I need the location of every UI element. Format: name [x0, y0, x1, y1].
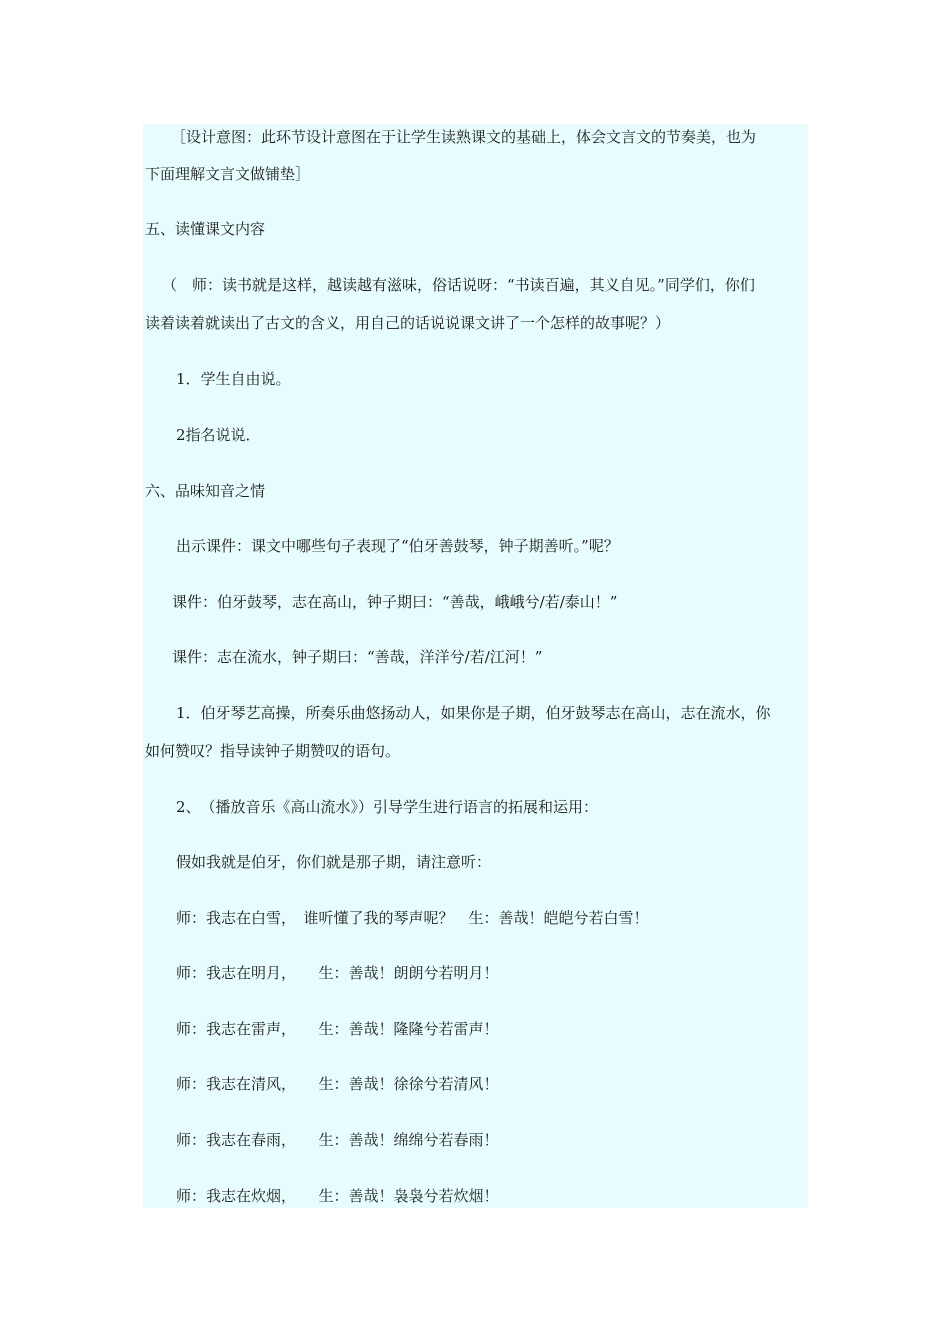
dialogue-smoke: 师：我志在炊烟， 生：善哉！袅袅兮若炊烟！	[176, 1187, 499, 1205]
dialogue-snow: 师：我志在白雪， 谁听懂了我的琴声呢？ 生：善哉！皑皑兮若白雪！	[176, 909, 649, 927]
courseware-line-2: 课件：志在流水，钟子期曰：“善哉，洋洋兮/若/江河！”	[172, 648, 543, 666]
activity-one-line-2: 如何赞叹？指导读钟子期赞叹的语句。	[145, 742, 401, 760]
dialogue-rain: 师：我志在春雨， 生：善哉！绵绵兮若春雨！	[176, 1131, 499, 1149]
role-play-intro: 假如我就是伯牙，你们就是那子期，请注意听：	[176, 853, 492, 871]
dialogue-moon: 师：我志在明月， 生：善哉！朗朗兮若明月！	[176, 964, 499, 982]
teacher-prompt-line-1: （ 师：读书就是这样，越读越有滋味，俗话说呀：“书读百遍，其义自见。”同学们，你们	[162, 276, 755, 294]
dialogue-thunder: 师：我志在雷声， 生：善哉！隆隆兮若雷声！	[176, 1020, 499, 1038]
courseware-line-1: 课件：伯牙鼓琴，志在高山，钟子期曰：“善哉，峨峨兮/若/泰山！”	[172, 593, 618, 611]
design-intent-line-2: 下面理解文言文做铺垫］	[145, 165, 311, 183]
dialogue-breeze: 师：我志在清风， 生：善哉！徐徐兮若清风！	[176, 1075, 499, 1093]
step-two: 2指名说说．	[176, 426, 261, 444]
activity-two: 2、 （播放音乐《高山流水》）引导学生进行语言的拓展和运用：	[176, 798, 599, 816]
design-intent-line-1: ［设计意图：此环节设计意图在于让学生读熟课文的基础上，体会文言文的节奏美，也为	[171, 128, 757, 146]
teacher-prompt-line-2: 读着读着就读出了古文的含义，用自己的话说说课文讲了一个怎样的故事呢？）	[145, 314, 671, 332]
section-heading-five: 五、读懂课文内容	[145, 220, 266, 238]
courseware-question: 出示课件：课文中哪些句子表现了“伯牙善鼓琴，钟子期善听。”呢？	[176, 537, 619, 555]
section-heading-six: 六、品味知音之情	[145, 482, 266, 500]
step-one: 1．学生自由说。	[176, 370, 291, 388]
activity-one-line-1: 1．伯牙琴艺高操，所奏乐曲悠扬动人，如果你是子期，伯牙鼓琴志在高山，志在流水，你	[176, 704, 771, 722]
